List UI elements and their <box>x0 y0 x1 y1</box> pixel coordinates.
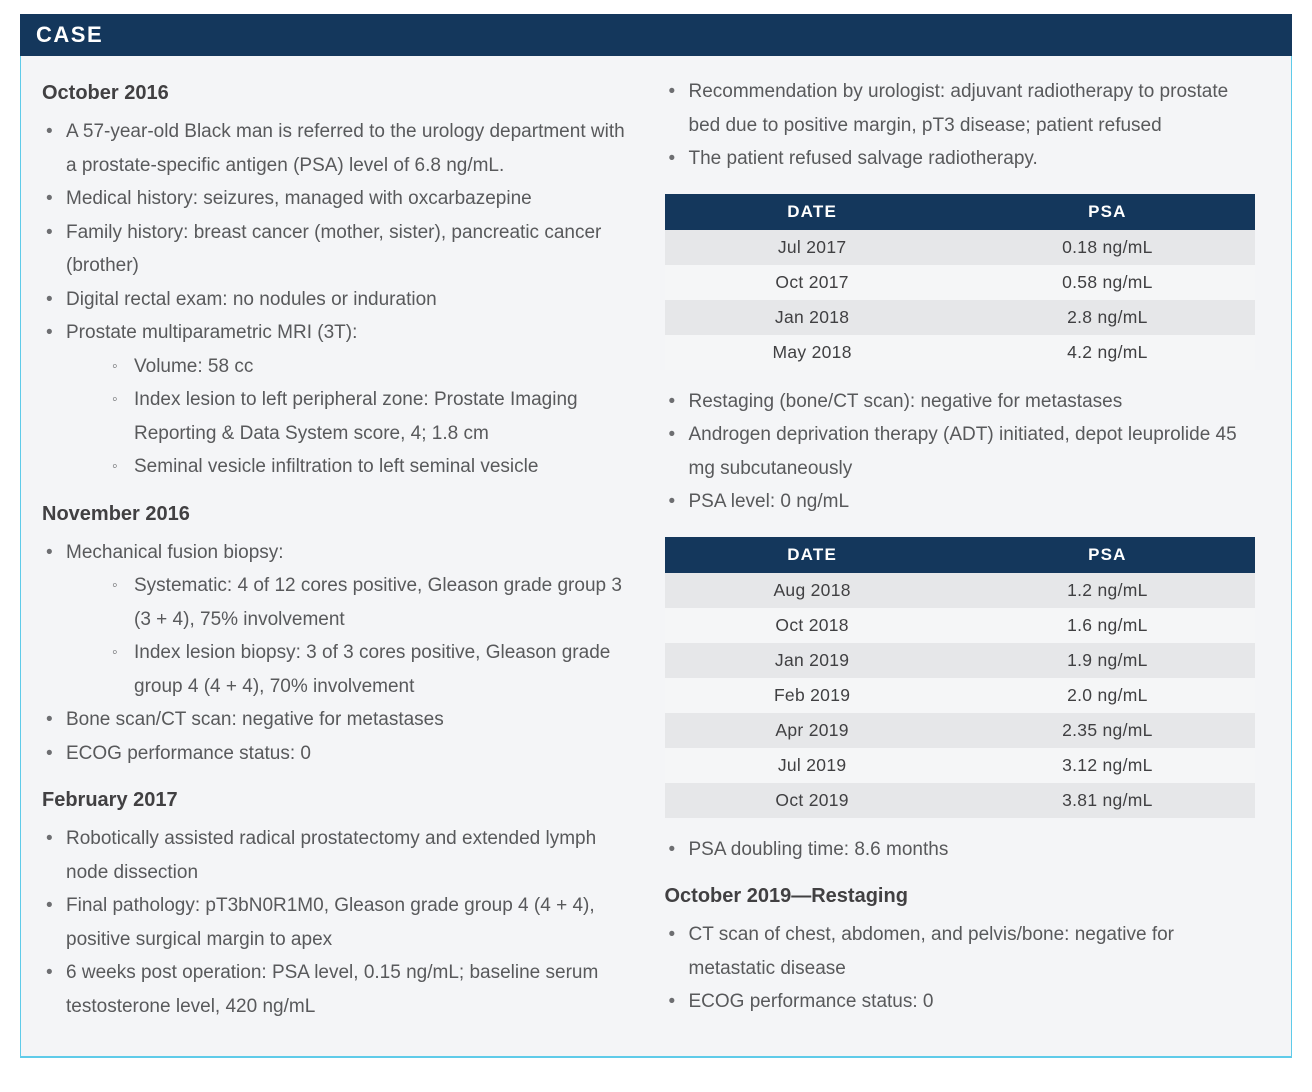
psa-column-header: PSA <box>960 194 1255 230</box>
list-item <box>42 822 633 889</box>
bullet-icon: • <box>46 541 53 563</box>
bullet-text: CT scan of chest, abdomen, and pelvis/bone: negative for metastatic disease <box>688 924 1175 979</box>
bullet-icon: • <box>668 424 676 445</box>
list-item <box>665 485 1256 519</box>
table-row <box>665 265 1256 300</box>
section-heading: October 2016 <box>42 82 169 104</box>
psa-cell: 0.58 ng/mL <box>1062 271 1153 292</box>
bullet-text: 6 weeks post operation: PSA level, 0.15 ng/mL; baseline serum testosterone level, 420 ng/mL <box>66 962 599 1017</box>
bullet-text: ECOG performance status: 0 <box>66 742 311 764</box>
bullet-icon: • <box>46 121 53 142</box>
bullet-icon: • <box>668 390 676 412</box>
case-header <box>20 14 1292 56</box>
list-item <box>665 918 1256 985</box>
bullet-icon: • <box>668 148 676 169</box>
table-header-row <box>665 537 1256 573</box>
table-row <box>665 643 1256 678</box>
psa-cell: 1.6 ng/mL <box>1067 614 1148 635</box>
list-item <box>42 703 633 737</box>
psa-cell: 2.0 ng/mL <box>1067 684 1148 705</box>
bullet-icon: • <box>668 924 676 945</box>
circle-bullet-icon: ◦ <box>112 391 118 408</box>
bullet-icon: • <box>46 288 53 310</box>
table-row <box>665 335 1256 370</box>
psa-cell: 2.35 ng/mL <box>1062 719 1153 740</box>
section-post-op <box>665 75 1256 176</box>
section-heading: November 2016 <box>42 502 190 525</box>
psa-cell: 4.2 ng/mL <box>1067 341 1148 362</box>
sub-bullet-text: Systematic: 4 of 12 cores positive, Gleason grade group 3 (3 + 4), 75% involvement <box>134 575 622 630</box>
list-item <box>665 833 1256 867</box>
table-row <box>665 748 1256 783</box>
psa-cell: 2.8 ng/mL <box>1067 306 1148 327</box>
date-cell: Oct 2019 <box>775 789 849 810</box>
bullet-text: Robotically assisted radical prostatectomy and extended lymph node dissection <box>66 828 597 883</box>
bullet-icon: • <box>46 895 53 916</box>
circle-bullet-icon: ◦ <box>112 577 118 594</box>
date-column-header: DATE <box>665 537 960 573</box>
bullet-text: Restaging (bone/CT scan): negative for metastases <box>688 390 1123 412</box>
sub-bullet-text: Index lesion to left peripheral zone: Prostate Imaging Reporting & Data System score, 4; 1.8 cm <box>134 389 578 444</box>
bullet-icon: • <box>668 838 676 860</box>
psa-table-1 <box>665 194 1256 370</box>
bullet-text: Mechanical fusion biopsy: <box>66 541 284 563</box>
bullet-icon: • <box>668 491 676 512</box>
sub-bullet-text: Seminal vesicle infiltration to left seminal vesicle <box>134 456 539 477</box>
section-heading: October 2019—Restaging <box>664 885 908 907</box>
bullet-icon: • <box>46 709 53 730</box>
sub-list-item <box>108 350 633 384</box>
left-column <box>42 75 633 1046</box>
sub-list-item <box>108 569 633 636</box>
section-february-2017 <box>42 784 633 1023</box>
table-row <box>665 300 1256 335</box>
section-adt <box>665 385 1256 519</box>
bullet-icon: • <box>46 742 53 764</box>
date-cell: Feb 2019 <box>773 684 851 705</box>
table-header-row <box>665 194 1256 230</box>
case-title: CASE <box>36 22 104 47</box>
psa-cell: 1.2 ng/mL <box>1067 579 1148 600</box>
circle-bullet-icon: ◦ <box>112 458 118 475</box>
right-column <box>665 75 1256 1046</box>
bullet-text: Digital rectal exam: no nodules or induration <box>66 288 437 310</box>
list-item <box>42 316 633 350</box>
sub-list-item <box>108 450 633 484</box>
sub-bullet-text: Index lesion biopsy: 3 of 3 cores positive, Gleason grade group 4 (4 + 4), 70% involvement <box>134 642 611 697</box>
list-item <box>42 536 633 570</box>
date-cell: Jan 2019 <box>774 649 850 670</box>
list-item <box>665 418 1256 485</box>
psa-column-header: PSA <box>960 537 1255 573</box>
bullet-text: Recommendation by urologist: adjuvant radiotherapy to prostate bed due to positive margin, pT3 disease; patient refused <box>688 81 1229 136</box>
bullet-icon: • <box>46 188 53 209</box>
list-item <box>42 216 633 283</box>
list-item <box>42 182 633 216</box>
bullet-text: PSA doubling time: 8.6 months <box>688 838 949 860</box>
sub-list-item <box>108 636 633 703</box>
date-cell: Apr 2019 <box>775 719 849 740</box>
psa-cell: 3.81 ng/mL <box>1062 789 1153 810</box>
bullet-icon: • <box>46 221 53 243</box>
bullet-text: Medical history: seizures, managed with oxcarbazepine <box>66 188 532 209</box>
bullet-icon: • <box>46 322 53 343</box>
psa-cell: 1.9 ng/mL <box>1067 649 1148 670</box>
bullet-text: PSA level: 0 ng/mL <box>688 491 850 512</box>
bullet-text: A 57-year-old Black man is referred to the urology department with a prostate-specific antigen (PSA) level of 6.8 ng/mL. <box>66 121 625 176</box>
table-row <box>665 713 1256 748</box>
bullet-text: The patient refused salvage radiotherapy. <box>688 148 1038 169</box>
table-row <box>665 230 1256 265</box>
date-cell: Oct 2018 <box>775 614 849 635</box>
date-cell: May 2018 <box>772 341 852 362</box>
psa-table-2 <box>665 537 1256 818</box>
list-item <box>42 115 633 182</box>
list-item <box>665 985 1256 1019</box>
list-item <box>665 385 1256 419</box>
section-october-2019-restaging <box>665 880 1256 1019</box>
bullet-icon: • <box>668 991 676 1012</box>
bullet-text: Family history: breast cancer (mother, sister), pancreatic cancer (brother) <box>66 221 602 276</box>
list-item <box>665 142 1256 176</box>
section-november-2016 <box>42 498 633 771</box>
table-row <box>665 783 1256 818</box>
bullet-text: Final pathology: pT3bN0R1M0, Gleason grade group 4 (4 + 4), positive surgical margin to apex <box>66 895 595 950</box>
bullet-icon: • <box>668 81 676 102</box>
date-cell: Jul 2017 <box>777 236 847 257</box>
date-cell: Jul 2019 <box>777 754 847 775</box>
table-row <box>665 678 1256 713</box>
bullet-text: Prostate multiparametric MRI (3T): <box>66 322 358 343</box>
section-psa-doubling <box>665 833 1256 867</box>
list-item <box>42 889 633 956</box>
section-heading: February 2017 <box>42 789 178 811</box>
bullet-text: Bone scan/CT scan: negative for metastases <box>66 709 444 730</box>
bullet-text: ECOG performance status: 0 <box>688 991 934 1012</box>
bullet-text: Androgen deprivation therapy (ADT) initiated, depot leuprolide 45 mg subcutaneously <box>688 424 1237 479</box>
date-cell: Jan 2018 <box>774 306 850 327</box>
circle-bullet-icon: ◦ <box>112 357 118 375</box>
list-item <box>42 956 633 1023</box>
case-body <box>20 56 1292 1058</box>
table-row <box>665 608 1256 643</box>
list-item <box>42 737 633 771</box>
bullet-icon: • <box>46 962 53 983</box>
sub-list-item <box>108 383 633 450</box>
bullet-icon: • <box>46 828 53 849</box>
table-row <box>665 573 1256 608</box>
date-cell: Aug 2018 <box>773 579 851 600</box>
list-item <box>665 75 1256 142</box>
section-october-2016 <box>42 77 633 484</box>
psa-cell: 0.18 ng/mL <box>1062 236 1153 257</box>
psa-cell: 3.12 ng/mL <box>1062 754 1153 775</box>
case-panel <box>20 14 1292 1058</box>
sub-bullet-text: Volume: 58 cc <box>134 355 254 377</box>
date-column-header: DATE <box>665 194 960 230</box>
date-cell: Oct 2017 <box>775 271 849 292</box>
circle-bullet-icon: ◦ <box>112 644 118 661</box>
list-item <box>42 283 633 317</box>
